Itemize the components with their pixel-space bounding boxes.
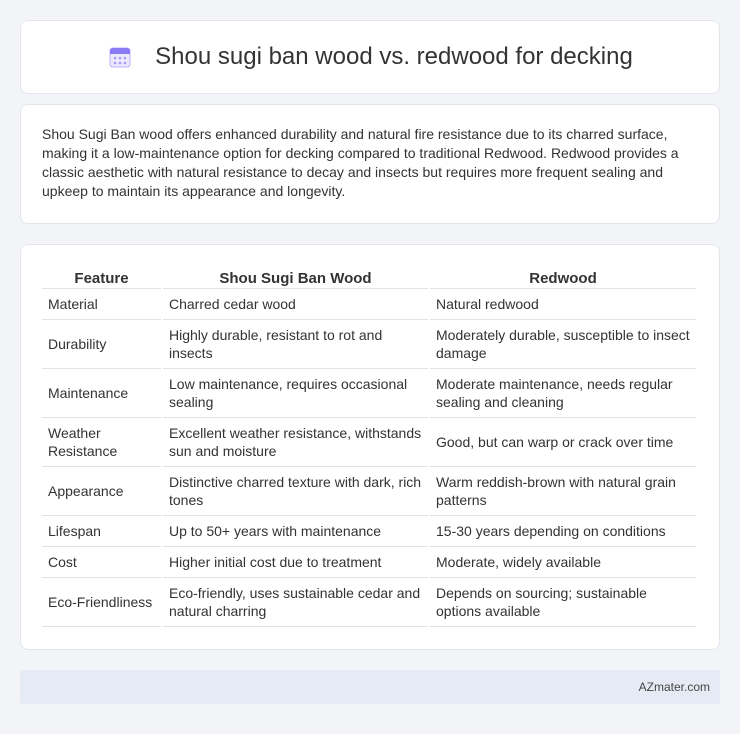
ssb-cell: Eco-friendly, uses sustainable cedar and natural charring bbox=[163, 578, 428, 627]
table-row bbox=[42, 578, 696, 627]
summary-text: Shou Sugi Ban wood offers enhanced durability and natural fire resistance due to its charred surface, making it a low-maintenance option for decking compared to traditional Redwood. Redwood provides a classic aesthetic with natural resistance to decay and insects but requires more frequent sealing and upkeep to maintain its appearance and longevity. bbox=[42, 126, 679, 199]
header-shou-sugi-ban: Shou Sugi Ban Wood bbox=[163, 265, 428, 289]
ssb-cell: Up to 50+ years with maintenance bbox=[163, 516, 428, 547]
header-redwood: Redwood bbox=[430, 265, 696, 289]
redwood-cell: Moderate maintenance, needs regular sealing and cleaning bbox=[430, 369, 696, 418]
redwood-cell: Warm reddish-brown with natural grain patterns bbox=[430, 467, 696, 516]
ssb-cell: Low maintenance, requires occasional sealing bbox=[163, 369, 428, 418]
feature-cell: Lifespan bbox=[42, 516, 161, 547]
feature-cell: Weather Resistance bbox=[42, 418, 161, 467]
ssb-cell: Excellent weather resistance, withstands sun and moisture bbox=[163, 418, 428, 467]
comparison-table bbox=[40, 265, 698, 627]
table-row bbox=[42, 467, 696, 516]
table-header-row bbox=[42, 265, 696, 289]
calendar-icon bbox=[107, 44, 133, 70]
table-row bbox=[42, 418, 696, 467]
footer-site-link[interactable]: AZmater.com bbox=[638, 680, 710, 694]
table-row bbox=[42, 547, 696, 578]
page-title: Shou sugi ban wood vs. redwood for decking bbox=[155, 43, 633, 70]
redwood-cell: Moderate, widely available bbox=[430, 547, 696, 578]
redwood-cell: Natural redwood bbox=[430, 289, 696, 320]
summary-card bbox=[20, 104, 720, 224]
table-row bbox=[42, 516, 696, 547]
comparison-table-card bbox=[20, 244, 720, 650]
title-card bbox=[20, 20, 720, 94]
redwood-cell: Depends on sourcing; sustainable options available bbox=[430, 578, 696, 627]
table-row bbox=[42, 369, 696, 418]
feature-cell: Appearance bbox=[42, 467, 161, 516]
redwood-cell: Good, but can warp or crack over time bbox=[430, 418, 696, 467]
redwood-cell: 15-30 years depending on conditions bbox=[430, 516, 696, 547]
ssb-cell: Highly durable, resistant to rot and insects bbox=[163, 320, 428, 369]
ssb-cell: Higher initial cost due to treatment bbox=[163, 547, 428, 578]
feature-cell: Cost bbox=[42, 547, 161, 578]
ssb-cell: Distinctive charred texture with dark, rich tones bbox=[163, 467, 428, 516]
feature-cell: Eco-Friendliness bbox=[42, 578, 161, 627]
feature-cell: Durability bbox=[42, 320, 161, 369]
footer bbox=[20, 670, 720, 704]
feature-cell: Maintenance bbox=[42, 369, 161, 418]
table-row bbox=[42, 320, 696, 369]
header-feature: Feature bbox=[42, 265, 161, 289]
redwood-cell: Moderately durable, susceptible to insect damage bbox=[430, 320, 696, 369]
table-row bbox=[42, 289, 696, 320]
feature-cell: Material bbox=[42, 289, 161, 320]
ssb-cell: Charred cedar wood bbox=[163, 289, 428, 320]
